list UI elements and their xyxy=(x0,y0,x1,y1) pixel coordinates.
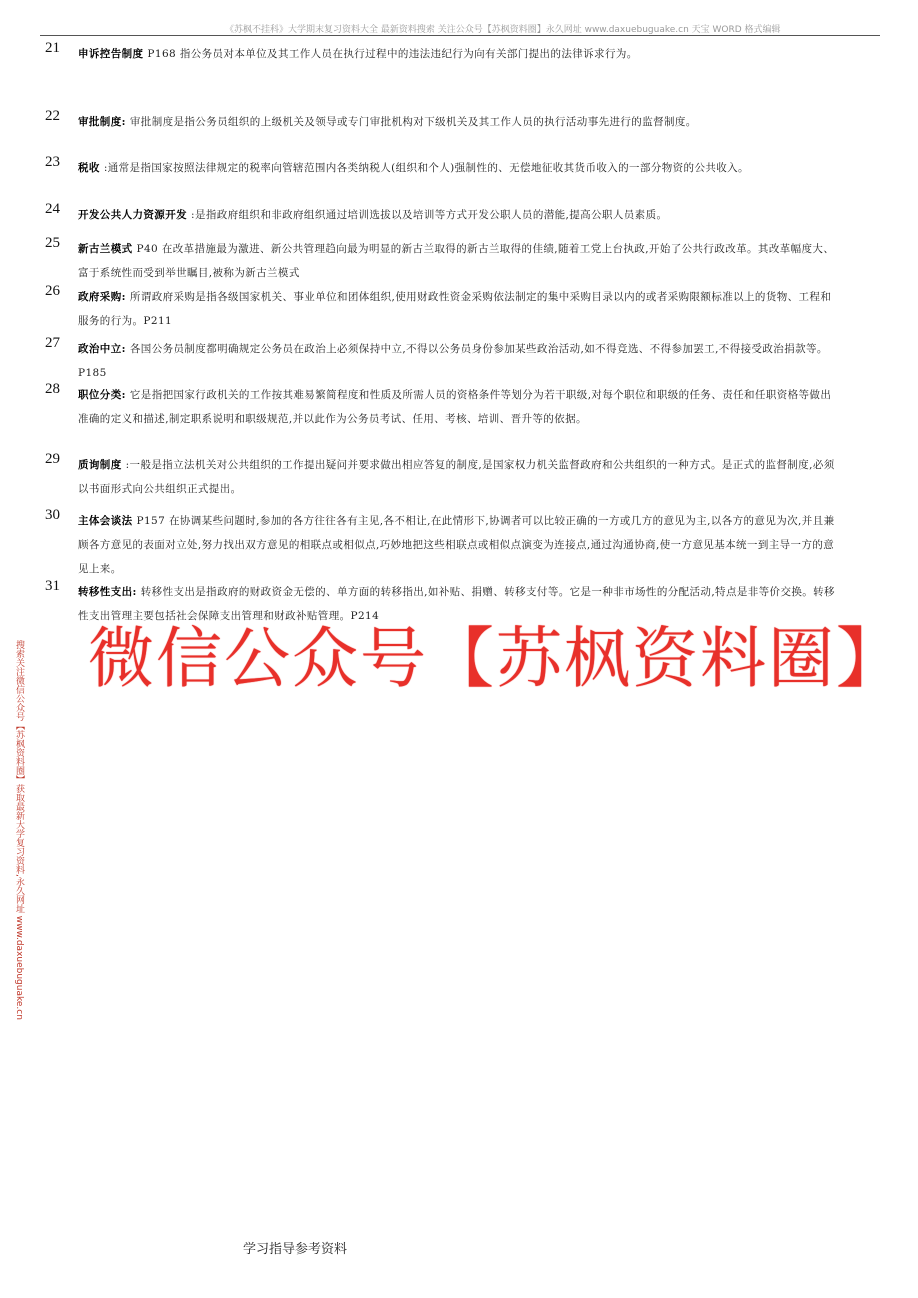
entry-term: 质询制度 xyxy=(78,459,122,471)
glossary-entry xyxy=(45,110,835,134)
wechat-watermark: 微信公众号【苏枫资料圈】 xyxy=(88,620,904,697)
entry-text: :通常是指国家按照法律规定的税率向管辖范围内各类纳税人(组织和个人)强制性的、无偿地征收其货币收入的一部分物资的公共收入。 xyxy=(103,162,749,174)
entry-term: 政府采购: xyxy=(78,291,126,303)
entry-term: 职位分类: xyxy=(78,389,126,401)
glossary-entry xyxy=(45,203,835,227)
entry-number: 27 xyxy=(45,335,60,351)
entry-text: :一般是指立法机关对公共组织的工作提出疑问并要求做出相应答复的制度,是国家权力机关监督政府和公共组织的一种方式。是正式的监督制度,必须以书面形式向公共组织正式提出。 xyxy=(78,459,835,495)
glossary-entry xyxy=(45,237,835,285)
entry-number: 25 xyxy=(45,235,60,251)
entry-number: 31 xyxy=(45,578,60,594)
entry-number: 24 xyxy=(45,201,60,217)
side-watermark: 搜索关注微信公众号【苏枫资料圈】获取最新大学复习资料,永久网址 www.daxuebuguake.cn xyxy=(14,640,24,1020)
glossary-entry xyxy=(45,156,835,180)
entry-number: 28 xyxy=(45,381,60,397)
entry-text: 各国公务员制度都明确规定公务员在政治上必须保持中立,不得以公务员身份参加某些政治活动,如不得竞选、不得参加罢工,不得接受政治捐款等。P185 xyxy=(78,343,828,379)
entry-text: P40 在改革措施最为激进、新公共管理趋向最为明显的新古兰取得的新古兰取得的佳绩,随着工党上台执政,开始了公共行政改革。其改革幅度大、富于系统性而受到举世瞩目,被称为新古兰模式 xyxy=(78,243,835,279)
entry-term: 申诉控告制度 xyxy=(78,48,144,60)
entry-number: 21 xyxy=(45,40,60,56)
header-banner: 《苏枫不挂科》大学期末复习资料大全 最新资料搜索 关注公众号【苏枫资料圈】永久网址 www.daxuebuguake.cn 天宝 WORD 格式编辑 xyxy=(225,25,781,35)
glossary-entry xyxy=(45,42,835,66)
entry-term: 转移性支出: xyxy=(78,586,137,598)
entry-term: 新古兰模式 xyxy=(78,243,133,255)
header-divider xyxy=(40,35,880,36)
entry-term: 税收 xyxy=(78,162,100,174)
glossary-entry xyxy=(45,453,835,501)
entry-number: 29 xyxy=(45,451,60,467)
entry-number: 22 xyxy=(45,108,60,124)
entry-text: :是指政府组织和非政府组织通过培训选拔以及培训等方式开发公职人员的潜能,提高公职人员素质。 xyxy=(191,209,668,221)
entry-text: P157 在协调某些问题时,参加的各方往往各有主见,各不相让,在此情形下,协调者可以比较正确的一方或几方的意见为主,以各方的意见为次,并且兼顾各方意见的表面对立处,努力找出双方意见的相联点或相似点,巧妙地把这些相联点或相似点演变为连接点,通过沟通协商,使一方意见基本统一到主导一方的意见上来。 xyxy=(78,515,835,575)
entry-text: 所谓政府采购是指各级国家机关、事业单位和团体组织,使用财政性资金采购依法制定的集中采购目录以内的或者采购限额标准以上的货物、工程和服务的行为。P211 xyxy=(78,291,832,327)
entry-text: P168 指公务员对本单位及其工作人员在执行过程中的违法违纪行为向有关部门提出的法律诉求行为。 xyxy=(147,48,638,60)
entry-text: 它是指把国家行政机关的工作按其难易繁简程度和性质及所需人员的资格条件等划分为若干职级,对每个职位和职级的任务、责任和任职资格等做出准确的定义和描述,制定职系说明和职级规范,并以此作为公务员考试、任用、考核、培训、晋升等的依据。 xyxy=(78,389,832,425)
glossary-entry xyxy=(45,383,835,431)
entry-number: 23 xyxy=(45,154,60,170)
entry-text: 转移性支出是指政府的财政资金无偿的、单方面的转移指出,如补贴、捐赠、转移支付等。它是一种非市场性的分配活动,特点是非等价交换。转移性支出管理主要包括社会保障支出管理和财政补贴管理。P214 xyxy=(78,586,835,622)
glossary-entry xyxy=(45,285,835,333)
entry-number: 30 xyxy=(45,507,60,523)
entry-text: 审批制度是指公务员组织的上级机关及领导或专门审批机构对下级机关及其工作人员的执行活动事先进行的监督制度。 xyxy=(129,116,697,128)
entry-term: 审批制度: xyxy=(78,116,126,128)
entry-number: 26 xyxy=(45,283,60,299)
entry-term: 主体会谈法 xyxy=(78,515,133,527)
glossary-entry xyxy=(45,509,835,581)
entry-term: 开发公共人力资源开发 xyxy=(78,209,187,221)
glossary-entry xyxy=(45,337,835,385)
page-footer: 学习指导参考资料 xyxy=(243,1242,348,1257)
entry-term: 政治中立: xyxy=(78,343,126,355)
